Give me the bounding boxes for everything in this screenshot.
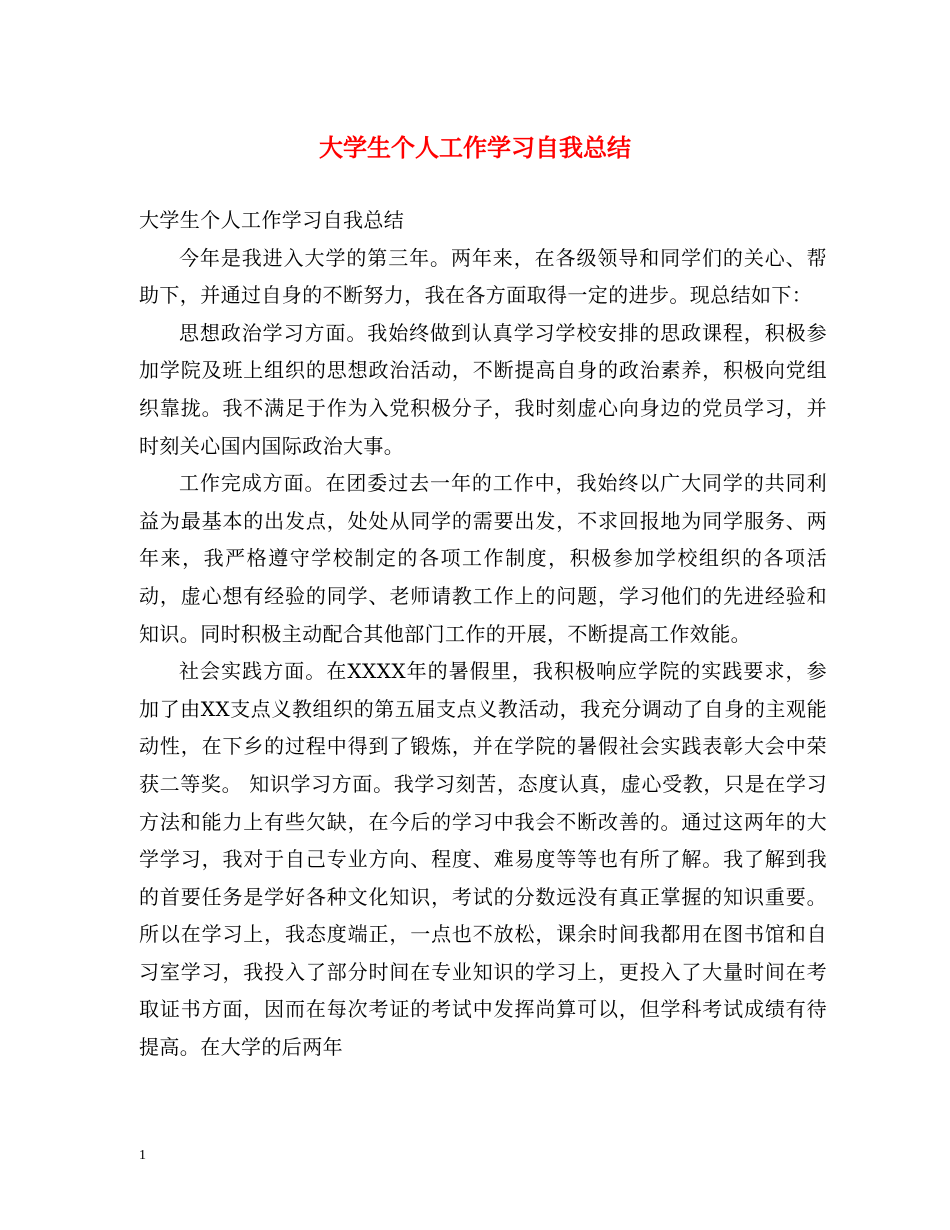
paragraph-intro: 今年是我进入大学的第三年。两年来，在各级领导和同学们的关心、帮助下，并通过自身的不断努力，我在各方面取得一定的进步。现总结如下： [139,245,827,308]
document-subtitle: 大学生个人工作学习自我总结 [139,208,405,232]
paragraph-political-study: 思想政治学习方面。我始终做到认真学习学校安排的思政课程，积极参加学院及班上组织的思想政治活动，不断提高自身的政治素养，积极向党组织靠拢。我不满足于作为入党积极分子，我时刻虚心向身边的党员学习，并时刻关心国内国际政治大事。 [139,320,827,458]
document-body [139,202,827,1067]
paragraph-work-completion: 工作完成方面。在团委过去一年的工作中，我始终以广大同学的共同利益为最基本的出发点，处处从同学的需要出发，不求回报地为同学服务、两年来，我严格遵守学校制定的各项工作制度，积极参加学校组织的各项活动，虚心想有经验的同学、老师请教工作上的问题，学习他们的先进经验和知识。同时积极主动配合其他部门工作的开展，不断提高工作效能。 [139,471,827,646]
document-title: 大学生个人工作学习自我总结 [319,133,631,162]
page-number: 1 [139,1148,146,1163]
paragraph-social-practice-and-study: 社会实践方面。在XXXX年的暑假里，我积极响应学院的实践要求，参加了由XX支点义教组织的第五届支点义教活动，我充分调动了自身的主观能动性，在下乡的过程中得到了锻炼，并在学院的暑假社会实践表彰大会中荣获二等奖。 知识学习方面。我学习刻苦，态度认真，虚心受教，只是在学习方法和能力上有些欠缺，在今后的学习中我会不断改善的。通过这两年的大学学习，我对于自己专业方向、程度、难易度等等也有所了解。我了解到我的首要任务是学好各种文化知识，考试的分数远没有真正掌握的知识重要。所以在学习上，我态度端正，一点也不放松，课余时间我都用在图书馆和自习室学习，我投入了部分时间在专业知识的学习上，更投入了大量时间在考取证书方面，因而在每次考证的考试中发挥尚算可以，但学科考试成绩有待提高。在大学的后两年 [139,659,827,1060]
